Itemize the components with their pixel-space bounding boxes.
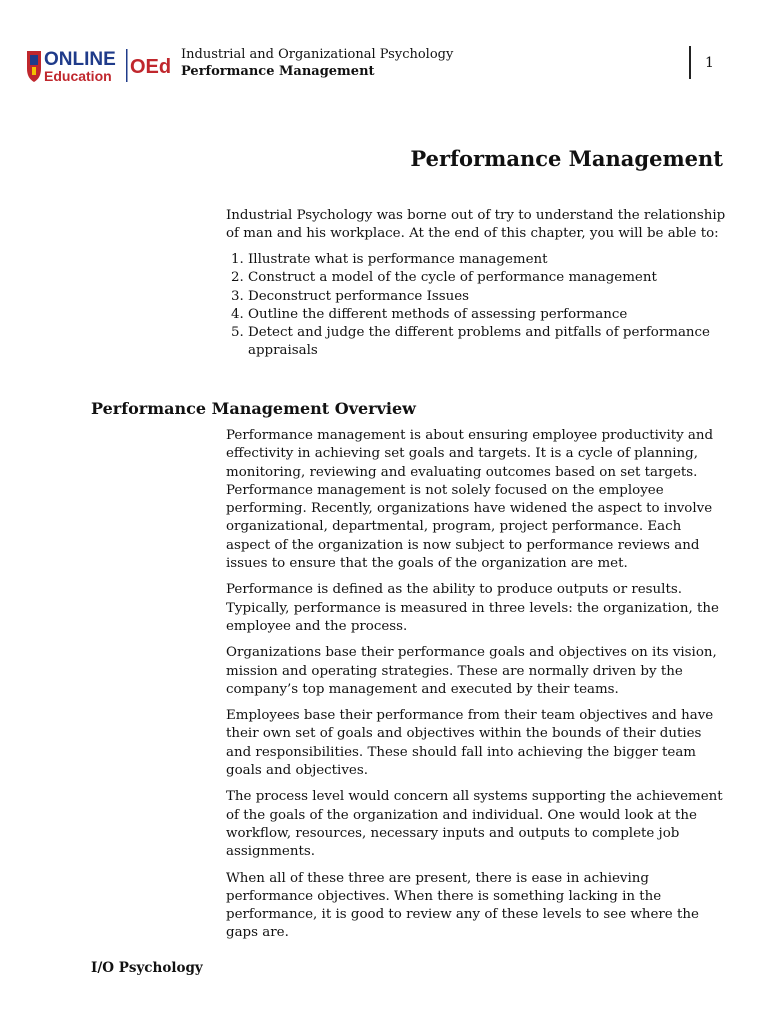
paragraph: Performance is defined as the ability to produce outputs or results. Typically, performance is measured in three levels: the organization, the employee and the process. [226, 582, 719, 634]
list-item: 5. Detect and judge the different problems and pitfalls of performance appraisals [248, 324, 748, 361]
section-body [226, 427, 726, 951]
paragraph: Performance management is about ensuring employee productivity and effectivity in achieving set goals and targets. It is a cycle of planning, monitoring, reviewing and evaluating outcomes based on set targets. Performance management is not solely focused on the employee performing. Recently, organizations have widened the aspect to involve organizational, departmental, program, project performance. Each aspect of the organization is now subject to performance reviews and issues to ensure that the goals of the organization are met. [226, 428, 714, 572]
footer-text: I/O Psychology [91, 960, 203, 976]
paragraph: The process level would concern all systems supporting the achievement of the goals of the organization and individual. One would look at the workflow, resources, necessary inputs and outputs to complete job assignments. [226, 789, 723, 860]
list-item: 3. Deconstruct performance Issues [248, 288, 748, 306]
header-course-title: Industrial and Organizational Psychology [181, 47, 454, 62]
paragraph: Employees base their performance from their team objectives and have their own set of goals and objectives within the bounds of their duties and responsibilities. These should fall into achieving the bigger team goals and objectives. [226, 708, 714, 779]
header-chapter-title: Performance Management [181, 64, 375, 79]
logo-oed-text: OEd [130, 56, 172, 78]
section-heading: Performance Management Overview [91, 399, 416, 418]
list-item: 4. Outline the different methods of assessing performance [248, 306, 748, 324]
page-number: 1 [705, 55, 714, 71]
logo-education-text: Education [44, 68, 112, 84]
paragraph: Organizations base their performance goals and objectives on its vision, mission and operating strategies. These are normally driven by the company’s top management and executed by their teams. [226, 645, 717, 697]
learning-objectives-list [226, 251, 748, 361]
header-divider [689, 46, 691, 79]
list-item: 1. Illustrate what is performance management [248, 251, 748, 269]
intro-paragraph: Industrial Psychology was borne out of try to understand the relationship of man and his workplace. At the end of this chapter, you will be able to: [226, 208, 726, 242]
list-item: 2. Construct a model of the cycle of performance management [248, 269, 748, 287]
online-education-logo [24, 45, 174, 85]
logo-online-text: ONLINE [44, 49, 116, 70]
page-title: Performance Management [410, 146, 723, 171]
paragraph: When all of these three are present, there is ease in achieving performance objectives. When there is something lacking in the performance, it is good to review any of these levels to see where the gaps are. [226, 870, 699, 941]
